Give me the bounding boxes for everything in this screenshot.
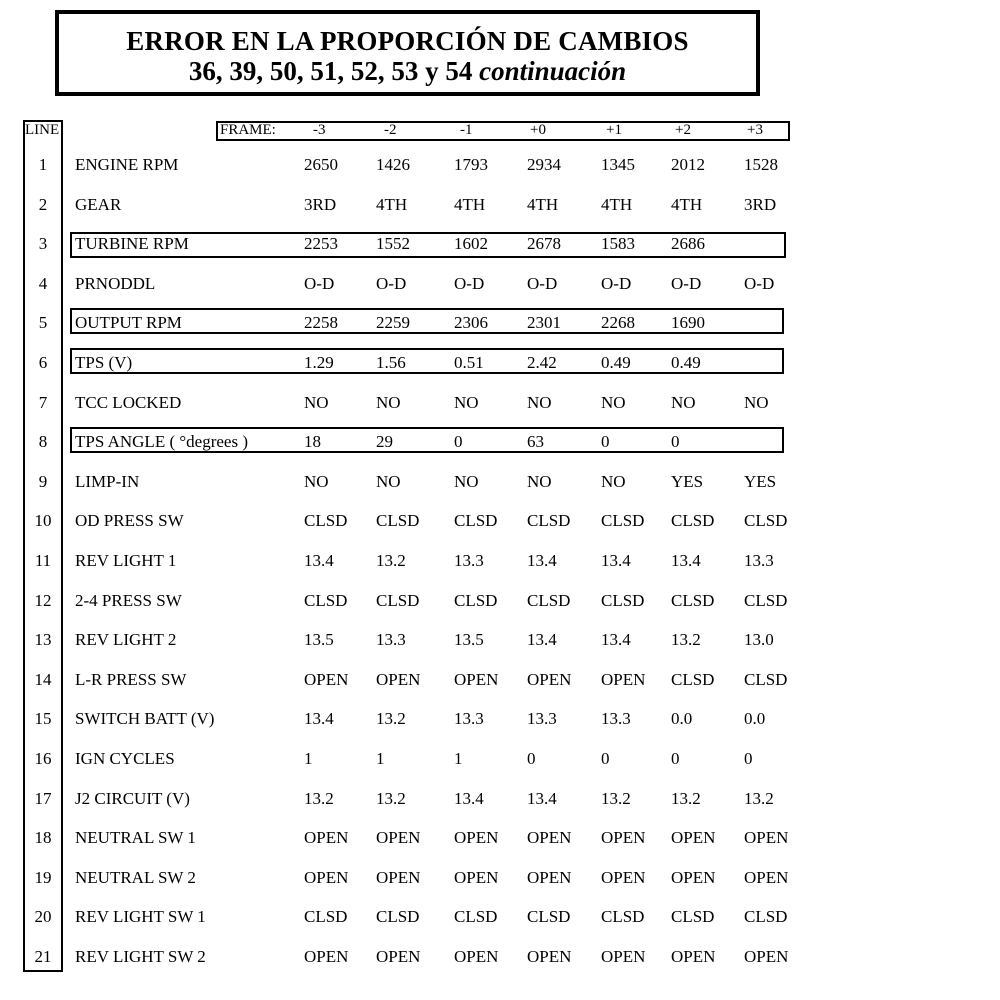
row-value-cell: NO	[454, 393, 479, 412]
row-value-cell: CLSD	[376, 591, 420, 610]
row-label: PRNODDL	[75, 274, 156, 293]
frame-column-header: +1	[606, 122, 622, 138]
line-column-header: LINE	[25, 122, 60, 138]
row-value-cell: O-D	[454, 274, 485, 293]
row-value-cell: 13.3	[527, 709, 557, 728]
row-value-cell: CLSD	[744, 591, 788, 610]
row-value-cell: 4TH	[376, 195, 408, 214]
row-value-cell: 13.2	[601, 789, 631, 808]
row-value-cell: OPEN	[304, 868, 349, 887]
row-value-cell: OPEN	[454, 828, 499, 847]
row-value-cell: O-D	[527, 274, 558, 293]
row-value-cell: 2.42	[527, 353, 557, 372]
row-value-cell: 2301	[527, 313, 561, 332]
row-value-cell: CLSD	[601, 511, 645, 530]
row-value-cell: 1602	[454, 234, 488, 253]
row-value-cell: 0.49	[671, 353, 701, 372]
row-value-cell: 13.5	[454, 630, 484, 649]
row-value-cell: 1690	[671, 313, 705, 332]
row-value-cell: 13.2	[376, 551, 406, 570]
row-line-number: 11	[34, 551, 52, 570]
row-line-number: 3	[38, 234, 48, 253]
row-value-cell: YES	[744, 472, 777, 491]
row-value-cell: NO	[527, 393, 552, 412]
row-value-cell: OPEN	[601, 868, 646, 887]
row-label: NEUTRAL SW 2	[75, 868, 196, 887]
row-value-cell: 13.0	[744, 630, 774, 649]
row-value-cell: NO	[744, 393, 769, 412]
row-line-number: 7	[38, 393, 48, 412]
row-value-cell: OPEN	[376, 828, 421, 847]
row-value-cell: 13.2	[744, 789, 774, 808]
row-value-cell: 3RD	[304, 195, 337, 214]
row-value-cell: CLSD	[454, 591, 498, 610]
row-value-cell: 0.0	[671, 709, 693, 728]
row-value-cell: NO	[601, 472, 626, 491]
row-value-cell: CLSD	[671, 511, 715, 530]
frame-column-header: -3	[313, 122, 326, 138]
row-value-cell: CLSD	[304, 907, 348, 926]
row-value-cell: OPEN	[527, 828, 572, 847]
row-value-cell: 2650	[304, 155, 338, 174]
row-label: OD PRESS SW	[75, 511, 184, 530]
row-line-number: 10	[34, 511, 52, 530]
row-value-cell: OPEN	[304, 947, 349, 966]
row-value-cell: 63	[527, 432, 544, 451]
row-value-cell: CLSD	[527, 907, 571, 926]
row-value-cell: O-D	[601, 274, 632, 293]
row-line-number: 18	[34, 828, 52, 847]
row-value-cell: 1345	[601, 155, 635, 174]
row-value-cell: OPEN	[744, 828, 789, 847]
row-value-cell: OPEN	[671, 947, 716, 966]
row-value-cell: OPEN	[376, 868, 421, 887]
row-value-cell: NO	[304, 393, 329, 412]
row-value-cell: NO	[376, 393, 401, 412]
row-label: TPS (V)	[75, 353, 133, 372]
row-value-cell: 13.4	[601, 551, 631, 570]
row-value-cell: OPEN	[527, 670, 572, 689]
frame-header-box	[216, 121, 790, 141]
row-value-cell: 1528	[744, 155, 778, 174]
row-value-cell: 13.4	[304, 709, 334, 728]
row-line-number: 2	[38, 195, 48, 214]
row-value-cell: 1.56	[376, 353, 406, 372]
frame-column-header: +0	[530, 122, 546, 138]
row-line-number: 17	[34, 789, 52, 808]
row-line-number: 20	[34, 907, 52, 926]
row-value-cell: 2268	[601, 313, 635, 332]
row-value-cell: OPEN	[527, 947, 572, 966]
row-value-cell: 4TH	[527, 195, 559, 214]
row-value-cell: 13.4	[304, 551, 334, 570]
row-line-number: 21	[34, 947, 52, 966]
row-value-cell: CLSD	[601, 907, 645, 926]
row-value-cell: 13.2	[376, 789, 406, 808]
row-value-cell: O-D	[376, 274, 407, 293]
row-label: TPS ANGLE ( °degrees )	[75, 432, 248, 451]
row-value-cell: CLSD	[527, 591, 571, 610]
frame-column-header: -1	[460, 122, 473, 138]
row-value-cell: OPEN	[454, 868, 499, 887]
row-value-cell: 2258	[304, 313, 338, 332]
row-value-cell: CLSD	[304, 511, 348, 530]
row-label: SWITCH BATT (V)	[75, 709, 215, 728]
frame-column-header: +3	[747, 122, 763, 138]
row-label: REV LIGHT 2	[75, 630, 177, 649]
row-value-cell: CLSD	[376, 511, 420, 530]
row-value-cell: 0	[454, 432, 463, 451]
row-value-cell: CLSD	[671, 670, 715, 689]
row-value-cell: NO	[527, 472, 552, 491]
row-line-number: 6	[38, 353, 48, 372]
row-value-cell: 13.4	[454, 789, 484, 808]
row-value-cell: O-D	[671, 274, 702, 293]
title-main: ERROR EN LA PROPORCIÓN DE CAMBIOS	[126, 26, 689, 56]
row-line-number: 5	[38, 313, 48, 332]
row-value-cell: 1.29	[304, 353, 334, 372]
row-value-cell: 13.2	[376, 709, 406, 728]
row-label: LIMP-IN	[75, 472, 140, 491]
row-line-number: 13	[34, 630, 52, 649]
row-value-cell: 13.3	[601, 709, 631, 728]
row-value-cell: 13.4	[527, 789, 557, 808]
row-value-cell: 0.51	[454, 353, 484, 372]
row-value-cell: OPEN	[304, 670, 349, 689]
row-value-cell: 2012	[671, 155, 705, 174]
row-value-cell: NO	[304, 472, 329, 491]
title-subtitle	[59, 56, 756, 86]
row-value-cell: CLSD	[454, 907, 498, 926]
row-value-cell: 2678	[527, 234, 561, 253]
row-value-cell: 0	[671, 749, 680, 768]
row-value-cell: 1583	[601, 234, 635, 253]
row-value-cell: 0	[527, 749, 536, 768]
row-value-cell: 13.2	[304, 789, 334, 808]
row-value-cell: 13.2	[671, 630, 701, 649]
row-value-cell: CLSD	[671, 591, 715, 610]
row-value-cell: 1426	[376, 155, 410, 174]
row-value-cell: NO	[454, 472, 479, 491]
row-label: J2 CIRCUIT (V)	[75, 789, 190, 808]
row-line-number: 8	[38, 432, 48, 451]
row-value-cell: CLSD	[304, 591, 348, 610]
row-value-cell: NO	[671, 393, 696, 412]
row-value-cell: YES	[671, 472, 704, 491]
row-value-cell: 13.4	[601, 630, 631, 649]
row-value-cell: CLSD	[527, 511, 571, 530]
row-value-cell: CLSD	[671, 907, 715, 926]
row-value-cell: OPEN	[601, 947, 646, 966]
row-value-cell: 4TH	[454, 195, 486, 214]
row-line-number: 14	[34, 670, 52, 689]
row-value-cell: 13.4	[527, 630, 557, 649]
frame-column-header: -2	[384, 122, 397, 138]
row-value-cell: 1552	[376, 234, 410, 253]
row-line-number: 12	[34, 591, 52, 610]
row-value-cell: CLSD	[744, 670, 788, 689]
row-label: IGN CYCLES	[75, 749, 175, 768]
row-value-cell: 29	[376, 432, 393, 451]
row-label: OUTPUT RPM	[75, 313, 182, 332]
row-line-number: 16	[34, 749, 52, 768]
row-value-cell: 13.2	[671, 789, 701, 808]
row-value-cell: 13.3	[744, 551, 774, 570]
row-value-cell: OPEN	[376, 947, 421, 966]
row-label: GEAR	[75, 195, 122, 214]
row-value-cell: OPEN	[744, 868, 789, 887]
row-value-cell: 3RD	[744, 195, 777, 214]
title-codes: 36, 39, 50, 51, 52, 53 y 54	[188, 56, 480, 86]
row-line-number: 15	[34, 709, 52, 728]
row-label: REV LIGHT SW 1	[75, 907, 206, 926]
row-line-number: 4	[38, 274, 48, 293]
row-value-cell: OPEN	[454, 947, 499, 966]
row-label: NEUTRAL SW 1	[75, 828, 196, 847]
row-value-cell: 4TH	[601, 195, 633, 214]
row-value-cell: 1793	[454, 155, 488, 174]
row-value-cell: CLSD	[744, 907, 788, 926]
row-value-cell: 18	[304, 432, 321, 451]
row-line-number: 9	[38, 472, 48, 491]
row-label: TCC LOCKED	[75, 393, 182, 412]
row-value-cell: 2306	[454, 313, 488, 332]
row-label: ENGINE RPM	[75, 155, 179, 174]
row-value-cell: NO	[601, 393, 626, 412]
row-value-cell: OPEN	[454, 670, 499, 689]
row-value-cell: OPEN	[744, 947, 789, 966]
row-value-cell: 0	[601, 749, 610, 768]
row-value-cell: 13.3	[454, 551, 484, 570]
row-value-cell: 13.5	[304, 630, 334, 649]
row-value-cell: OPEN	[304, 828, 349, 847]
row-value-cell: O-D	[744, 274, 775, 293]
row-value-cell: OPEN	[376, 670, 421, 689]
row-line-number: 1	[38, 155, 48, 174]
row-value-cell: OPEN	[601, 670, 646, 689]
row-value-cell: 2686	[671, 234, 705, 253]
row-value-cell: 0	[744, 749, 753, 768]
row-value-cell: 13.4	[527, 551, 557, 570]
row-value-cell: 0.0	[744, 709, 766, 728]
row-value-cell: 1	[304, 749, 313, 768]
row-value-cell: CLSD	[601, 591, 645, 610]
row-value-cell: 1	[454, 749, 463, 768]
row-label: 2-4 PRESS SW	[75, 591, 182, 610]
row-value-cell: 0	[601, 432, 610, 451]
title-continuation: continuación	[479, 56, 627, 86]
row-value-cell: 13.3	[454, 709, 484, 728]
row-value-cell: OPEN	[671, 868, 716, 887]
title-box	[55, 10, 760, 96]
row-value-cell: 2253	[304, 234, 338, 253]
row-value-cell: 0	[671, 432, 680, 451]
row-value-cell: 2934	[527, 155, 561, 174]
row-value-cell: O-D	[304, 274, 335, 293]
row-value-cell: 1	[376, 749, 385, 768]
row-value-cell: 13.4	[671, 551, 701, 570]
row-label: REV LIGHT SW 2	[75, 947, 206, 966]
row-value-cell: OPEN	[671, 828, 716, 847]
row-value-cell: CLSD	[454, 511, 498, 530]
row-value-cell: OPEN	[601, 828, 646, 847]
row-value-cell: 0.49	[601, 353, 631, 372]
row-value-cell: CLSD	[744, 511, 788, 530]
row-value-cell: 4TH	[671, 195, 703, 214]
row-label: L-R PRESS SW	[75, 670, 187, 689]
row-line-number: 19	[34, 868, 52, 887]
frame-column-header: +2	[675, 122, 691, 138]
row-value-cell: CLSD	[376, 907, 420, 926]
row-value-cell: 2259	[376, 313, 410, 332]
row-label: REV LIGHT 1	[75, 551, 177, 570]
row-value-cell: 13.3	[376, 630, 406, 649]
row-value-cell: OPEN	[527, 868, 572, 887]
row-value-cell: NO	[376, 472, 401, 491]
frame-label: FRAME:	[220, 122, 276, 138]
row-label: TURBINE RPM	[75, 234, 189, 253]
